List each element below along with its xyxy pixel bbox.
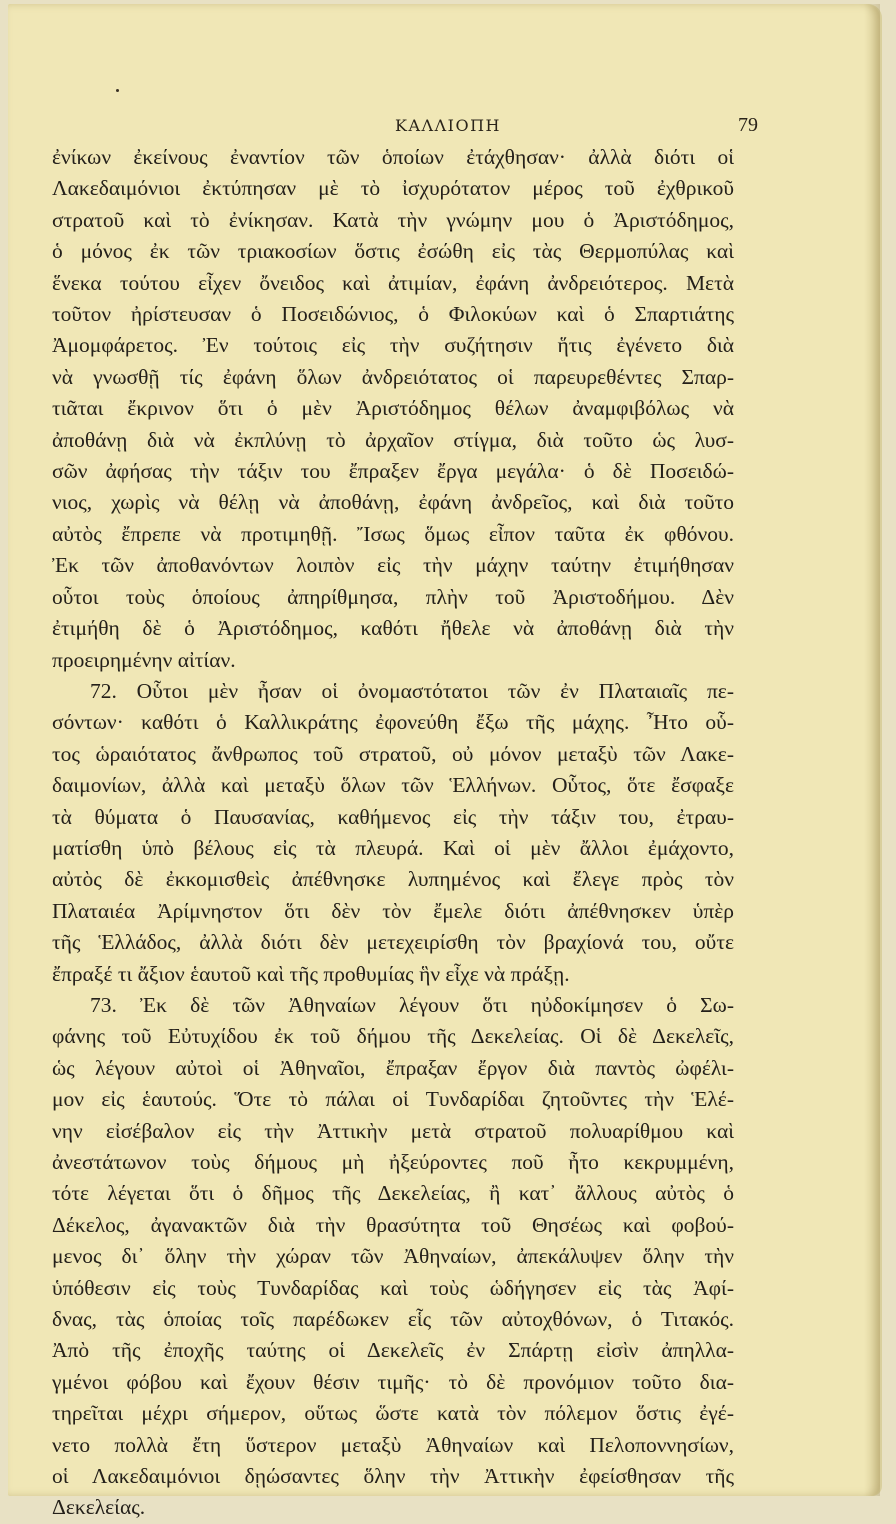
text-line: τος ὡραιότατος ἄνθρωπος τοῦ στρατοῦ, οὐ μόνον μεταξὺ τῶν Λακε- (52, 741, 734, 766)
text-line: Ἐκ τῶν ἀποθανόντων λοιπὸν εἰς τὴν μάχην ταύτην ἐτιμήθησαν (52, 553, 734, 578)
paragraph-72-start: 72. Οὗτοι μὲν ἦσαν οἱ ὀνομαστότατοι τῶν ἐν Πλαταιαῖς πε- (90, 678, 734, 703)
paragraph-end-line: προειρημένην αἰτίαν. (52, 647, 236, 672)
paragraph-end-line: ἔπραξέ τι ἄξιον ἑαυτοῦ καὶ τῆς προθυμίας ἣν εἶχε νὰ πράξῃ. (52, 961, 570, 986)
text-line: οἱ Λακεδαιμόνιοι δῃώσαντες ὅλην τὴν Ἀττικὴν ἐφείσθησαν τῆς (52, 1464, 734, 1489)
text-line: δνας, τὰς ὁποίας τοῖς παρέδωκεν εἷς τῶν αὐτοχθόνων, ὁ Τιτακός. (52, 1307, 734, 1332)
text-line: μον εἰς ἑαυτούς. Ὅτε τὸ πάλαι οἱ Τυνδαρίδαι ζητοῦντες τὴν Ἑλέ- (52, 1087, 734, 1112)
text-line: αὐτὸς δὲ ἐκκομισθεὶς ἀπέθνησκε λυπημένος καὶ ἔλεγε πρὸς τὸν (52, 867, 734, 892)
text-line: τῆς Ἑλλάδος, ἀλλὰ διότι δὲν μετεχειρίσθη τὸν βραχίονά του, οὔτε (52, 930, 734, 955)
text-line: φάνης τοῦ Εὐτυχίδου ἐκ τοῦ δήμου τῆς Δεκελείας. Οἱ δὲ Δεκελεῖς, (52, 1024, 734, 1049)
text-line: αὐτὸς ἔπρεπε νὰ προτιμηθῇ. Ἴσως ὅμως εἶπον ταῦτα ἐκ φθόνου. (52, 521, 734, 546)
text-line: νην εἰσέβαλον εἰς τὴν Ἀττικὴν μετὰ στρατοῦ πολυαρίθμου καὶ (52, 1118, 734, 1143)
text-line: ὡς λέγουν αὐτοὶ οἱ Ἀθηναῖοι, ἔπραξαν ἔργον διὰ παντὸς ὠφέλι- (52, 1055, 734, 1080)
text-line: Λακεδαιμόνιοι ἐκτύπησαν μὲ τὸ ἰσχυρότατον μέρος τοῦ ἐχθρικοῦ (52, 176, 734, 201)
paragraph-73-start: 73. Ἐκ δὲ τῶν Ἀθηναίων λέγουν ὅτι ηὐδοκίμησεν ὁ Σω- (90, 992, 734, 1017)
text-line: τὰ θύματα ὁ Παυσανίας, καθήμενος εἰς τὴν τάξιν του, ἐτραυ- (52, 804, 734, 829)
text-line: τοῦτον ἠρίστευσαν ὁ Ποσειδώνιος, ὁ Φιλοκύων καὶ ὁ Σπαρτιάτης (52, 302, 734, 327)
text-line: σόντων· καθότι ὁ Καλλικράτης ἐφονεύθη ἔξω τῆς μάχης. Ἦτο οὗ- (52, 710, 734, 735)
scan-background (880, 0, 896, 1500)
text-line: τιᾶται ἔκρινον ὅτι ὁ μὲν Ἀριστόδημος θέλων ἀναμφιβόλως νὰ (52, 396, 734, 421)
text-line: Πλαταιέα Ἀρίμνηστον ὅτι δὲν τὸν ἔμελε διότι ἀπέθνησκεν ὑπὲρ (52, 898, 734, 923)
page-edge-shadow (864, 4, 880, 1496)
body-text (52, 142, 734, 1524)
text-line: ματίσθη ὑπὸ βέλους εἰς τὰ πλευρά. Καὶ οἱ μὲν ἄλλοι ἐμάχοντο, (52, 835, 734, 860)
text-line: ἀνεστάτωνον τοὺς δήμους μὴ ἠξεύροντες ποῦ ἦτο κεκρυμμένη, (52, 1150, 734, 1174)
text-line: ὁ μόνος ἐκ τῶν τριακοσίων ὅστις ἐσώθη εἰς τὰς Θερμοπύλας καὶ (52, 239, 734, 264)
paragraph-end-line: Δεκελείας. (52, 1495, 146, 1520)
text-line: οὗτοι τοὺς ὁποίους ἀπηρίθμησα, πλὴν τοῦ Ἀριστοδήμου. Δὲν (52, 584, 734, 609)
text-line: γμένοι φόβου καὶ ἔχουν θέσιν τιμῆς· τὸ δὲ προνόμιον τοῦτο δια- (52, 1369, 734, 1394)
text-line: ἕνεκα τούτου εἶχεν ὄνειδος καὶ ἀτιμίαν, ἐφάνη ἀνδρειότερος. Μετὰ (52, 270, 734, 295)
text-line: νετο πολλὰ ἔτη ὕστερον μεταξὺ Ἀθηναίων καὶ Πελοποννησίων, (52, 1432, 734, 1457)
text-line: νὰ γνωσθῇ τίς ἐφάνη ὅλων ἀνδρειότατος οἱ παρευρεθέντες Σπαρ- (52, 364, 734, 389)
text-line: ἐτιμήθη δὲ ὁ Ἀριστόδημος, καθότι ἤθελε νὰ ἀποθάνῃ διὰ τὴν (52, 616, 734, 641)
page-number: 79 (738, 114, 758, 136)
text-line: σῶν ἀφήσας τὴν τάξιν του ἔπραξεν ἔργα μεγάλα· ὁ δὲ Ποσειδώ- (52, 459, 734, 484)
running-title: ΚΑΛΛΙΟΠΗ (395, 116, 501, 135)
text-line: μενος δι᾽ ὅλην τὴν χώραν τῶν Ἀθηναίων, ἀπεκάλυψεν ὅλην τὴν (52, 1244, 734, 1269)
text-line: τηρεῖται μέχρι σήμερον, οὕτως ὥστε κατὰ τὸν πόλεμον ὅστις ἐγέ- (52, 1401, 734, 1426)
text-line: δαιμονίων, ἀλλὰ καὶ μεταξὺ ὅλων τῶν Ἑλλήνων. Οὗτος, ὅτε ἔσφαξε (52, 773, 734, 798)
text-line: στρατοῦ καὶ τὸ ἐνίκησαν. Κατὰ τὴν γνώμην μου ὁ Ἀριστόδημος, (52, 207, 734, 232)
ink-speck (116, 89, 119, 92)
text-line: νιος, χωρὶς νὰ θέλῃ νὰ ἀποθάνῃ, ἐφάνη ἀνδρεῖος, καὶ διὰ τοῦτο (52, 490, 734, 515)
text-line: ὑπόθεσιν εἰς τοὺς Τυνδαρίδας καὶ τοὺς ὡδήγησεν εἰς τὰς Ἀφί- (52, 1275, 734, 1300)
text-line: Ἀμομφάρετος. Ἐν τούτοις εἰς τὴν συζήτησιν ἥτις ἐγένετο διὰ (52, 333, 734, 358)
text-line: ἀποθάνῃ διὰ νὰ ἐκπλύνῃ τὸ ἀρχαῖον στίγμα, διὰ τοῦτο ὡς λυσ- (52, 427, 734, 452)
text-line: Ἀπὸ τῆς ἐποχῆς ταύτης οἱ Δεκελεῖς ἐν Σπάρτῃ εἰσὶν ἀπηλλα- (52, 1338, 734, 1363)
text-line: Δέκελος, ἀγανακτῶν διὰ τὴν θρασύτητα τοῦ Θησέως καὶ φοβού- (52, 1212, 734, 1237)
text-line: ἐνίκων ἐκείνους ἐναντίον τῶν ὁποίων ἐτάχθησαν· ἀλλὰ διότι οἱ (52, 145, 734, 169)
text-line: τότε λέγεται ὅτι ὁ δῆμος τῆς Δεκελείας, ἢ κατ᾽ ἄλλους αὐτὸς ὁ (52, 1181, 734, 1206)
